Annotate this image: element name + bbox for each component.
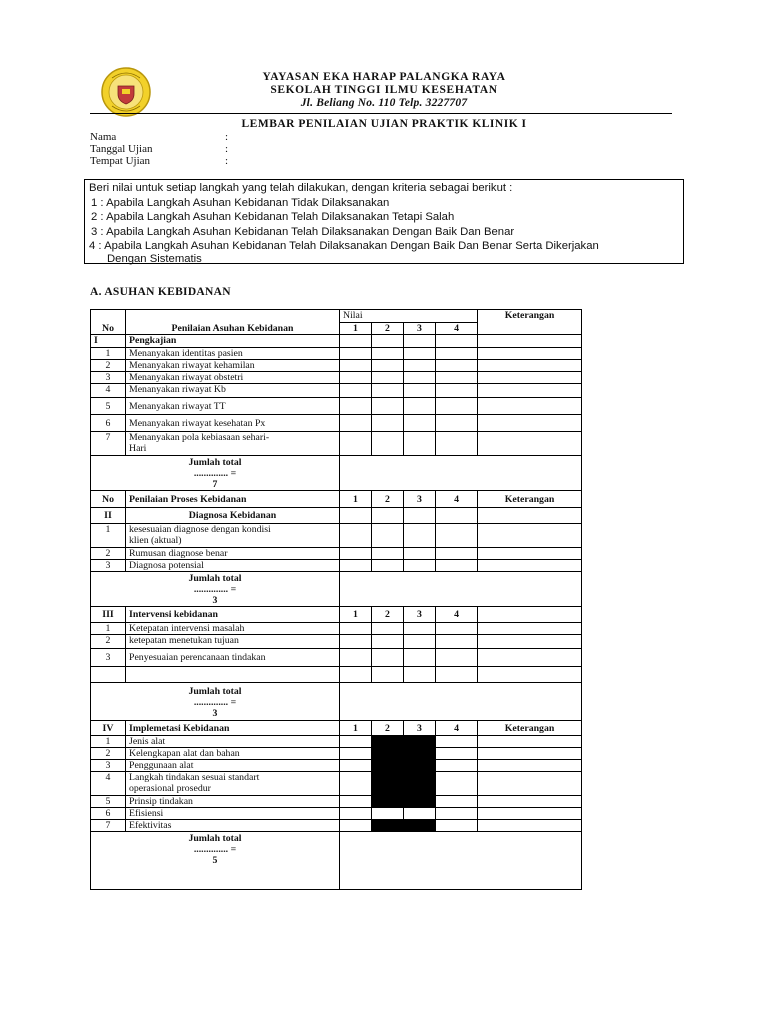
- score-cell[interactable]: [372, 524, 404, 548]
- row-number: 5: [91, 796, 126, 808]
- note-cell[interactable]: [478, 524, 582, 548]
- section-title: Diagnosa Kebidanan: [126, 508, 340, 524]
- score-header: 4: [436, 607, 478, 623]
- note-cell[interactable]: [478, 548, 582, 560]
- exam-date-label: Tanggal Ujian: [90, 143, 153, 155]
- row-number: 2: [91, 748, 126, 760]
- score-header: 1: [340, 491, 372, 508]
- score-cell[interactable]: [340, 760, 372, 772]
- no-header: No: [91, 491, 126, 508]
- score-cell[interactable]: [372, 667, 404, 683]
- score-cell[interactable]: [436, 415, 478, 432]
- score-header: 2: [372, 491, 404, 508]
- exam-date-field[interactable]: :: [225, 143, 229, 155]
- row-number: 3: [91, 372, 126, 384]
- note-cell[interactable]: [478, 820, 582, 832]
- assessment-item: Jenis alat: [126, 736, 340, 748]
- score-cell[interactable]: [340, 667, 372, 683]
- assessment-table: [90, 309, 582, 890]
- row-number: 3: [91, 560, 126, 572]
- criteria-item: Dengan Sistematis: [107, 252, 202, 265]
- score-header: 3: [404, 491, 436, 508]
- shaded-cell: [404, 796, 436, 808]
- score-cell[interactable]: [404, 635, 436, 649]
- note-cell[interactable]: [478, 360, 582, 372]
- score-cell[interactable]: [372, 635, 404, 649]
- page-title: LEMBAR PENILAIAN UJIAN PRAKTIK KLINIK I: [241, 118, 527, 130]
- score-header: 2: [372, 323, 404, 335]
- score-header: 3: [404, 721, 436, 736]
- score-cell[interactable]: [372, 560, 404, 572]
- foundation-name: YAYASAN EKA HARAP PALANGKA RAYA: [262, 71, 506, 83]
- row-number: 4: [91, 772, 126, 796]
- row-number: 3: [91, 649, 126, 667]
- note-cell[interactable]: [478, 623, 582, 635]
- score-cell[interactable]: [404, 384, 436, 398]
- section-number: I: [91, 335, 126, 348]
- score-cell[interactable]: [340, 524, 372, 548]
- score-cell[interactable]: [436, 649, 478, 667]
- score-cell[interactable]: [372, 415, 404, 432]
- total-cell: Jumlah total .............. = 3: [91, 683, 340, 721]
- score-cell[interactable]: [436, 384, 478, 398]
- score-cell[interactable]: [404, 560, 436, 572]
- assessment-item: Menanyakan riwayat TT: [126, 398, 340, 415]
- section-title: Intervensi kebidanan: [126, 607, 340, 623]
- score-header: 2: [372, 607, 404, 623]
- score-cell[interactable]: [340, 415, 372, 432]
- score-header: 1: [340, 721, 372, 736]
- score-cell[interactable]: [340, 796, 372, 808]
- note-cell[interactable]: [478, 667, 582, 683]
- assessment-item: Rumusan diagnose benar: [126, 548, 340, 560]
- assessment-item[interactable]: [126, 667, 340, 683]
- assessment-item: Menanyakan riwayat kesehatan Px: [126, 415, 340, 432]
- score-header: 1: [340, 323, 372, 335]
- score-cell[interactable]: [372, 372, 404, 384]
- note-cell[interactable]: [478, 398, 582, 415]
- score-cell[interactable]: [340, 748, 372, 760]
- total-cell: Jumlah total .............. = 7: [91, 456, 340, 491]
- score-cell[interactable]: [340, 548, 372, 560]
- score-cell[interactable]: [436, 372, 478, 384]
- score-cell[interactable]: [436, 772, 478, 796]
- note-cell[interactable]: [478, 372, 582, 384]
- total-cell: Jumlah total .............. = 5: [91, 832, 340, 890]
- total-cell: Jumlah total .............. = 3: [91, 572, 340, 607]
- row-number: 1: [91, 736, 126, 748]
- score-cell[interactable]: [340, 348, 372, 360]
- score-cell[interactable]: [404, 623, 436, 635]
- note-cell[interactable]: [478, 635, 582, 649]
- score-cell[interactable]: [404, 649, 436, 667]
- assessment-item: Kelengkapan alat dan bahan: [126, 748, 340, 760]
- score-cell[interactable]: [436, 736, 478, 748]
- assessment-header: Penilaian Asuhan Kebidanan: [126, 310, 340, 335]
- section-title: Pengkajian: [126, 335, 340, 348]
- assessment-item: ketepatan menetukan tujuan: [126, 635, 340, 649]
- score-cell[interactable]: [372, 384, 404, 398]
- score-header: 1: [340, 607, 372, 623]
- row-number: 5: [91, 398, 126, 415]
- score-cell[interactable]: [404, 415, 436, 432]
- score-cell[interactable]: [436, 432, 478, 456]
- row-number: 6: [91, 808, 126, 820]
- keterangan-header: Keterangan: [478, 491, 582, 508]
- score-cell[interactable]: [436, 348, 478, 360]
- row-number: 1: [91, 623, 126, 635]
- section-number: IV: [91, 721, 126, 736]
- shaded-cell: [372, 796, 404, 808]
- score-cell[interactable]: [340, 635, 372, 649]
- note-cell[interactable]: [478, 796, 582, 808]
- assessment-item: Efisiensi: [126, 808, 340, 820]
- score-cell[interactable]: [372, 360, 404, 372]
- score-cell[interactable]: [340, 360, 372, 372]
- header-divider: [90, 113, 672, 114]
- score-cell[interactable]: [404, 360, 436, 372]
- assessment-item: Langkah tindakan sesuai standart operasional prosedur: [126, 772, 340, 796]
- score-cell[interactable]: [340, 432, 372, 456]
- total-value-cell[interactable]: [340, 572, 582, 607]
- nilai-header: Nilai: [340, 310, 478, 323]
- shaded-cell: [404, 820, 436, 832]
- score-cell[interactable]: [340, 560, 372, 572]
- assessment-item: Penyesuaian perencanaan tindakan: [126, 649, 340, 667]
- total-value-cell[interactable]: [340, 456, 582, 491]
- keterangan-header: Keterangan: [478, 721, 582, 736]
- score-cell[interactable]: [340, 736, 372, 748]
- assessment-item: Menanyakan identitas pasien: [126, 348, 340, 360]
- row-number: 3: [91, 760, 126, 772]
- score-cell[interactable]: [404, 348, 436, 360]
- score-cell[interactable]: [372, 808, 404, 820]
- score-cell[interactable]: [404, 548, 436, 560]
- section-number: II: [91, 508, 126, 524]
- score-cell[interactable]: [404, 372, 436, 384]
- shaded-cell: [404, 736, 436, 748]
- score-cell[interactable]: [404, 432, 436, 456]
- note-cell[interactable]: [478, 808, 582, 820]
- score-cell[interactable]: [436, 748, 478, 760]
- process-header: Penilaian Proses Kebidanan: [126, 491, 340, 508]
- total-value-cell[interactable]: [340, 832, 582, 890]
- row-number: 7: [91, 820, 126, 832]
- shaded-cell: [372, 772, 404, 796]
- note-cell[interactable]: [478, 415, 582, 432]
- score-cell[interactable]: [340, 623, 372, 635]
- score-header: 4: [436, 721, 478, 736]
- score-cell[interactable]: [372, 548, 404, 560]
- section-number: III: [91, 607, 126, 623]
- score-cell[interactable]: [436, 524, 478, 548]
- assessment-item: Efektivitas: [126, 820, 340, 832]
- criteria-item: 2 : Apabila Langkah Asuhan Kebidanan Telah Dilaksanakan Tetapi Salah: [91, 211, 455, 223]
- note-cell[interactable]: [478, 748, 582, 760]
- assessment-item: Diagnosa potensial: [126, 560, 340, 572]
- note-cell[interactable]: [478, 736, 582, 748]
- keterangan-header: Keterangan: [478, 310, 582, 335]
- score-cell[interactable]: [372, 432, 404, 456]
- score-header: 3: [404, 607, 436, 623]
- score-cell[interactable]: [404, 398, 436, 415]
- score-cell[interactable]: [436, 623, 478, 635]
- score-header: 2: [372, 721, 404, 736]
- score-cell[interactable]: [340, 820, 372, 832]
- score-cell[interactable]: [436, 360, 478, 372]
- name-field[interactable]: :: [225, 131, 229, 143]
- shaded-cell: [404, 760, 436, 772]
- assessment-item: Menanyakan riwayat Kb: [126, 384, 340, 398]
- row-number: 2: [91, 360, 126, 372]
- criteria-item: 3 : Apabila Langkah Asuhan Kebidanan Telah Dilaksanakan Dengan Baik Dan Benar: [91, 225, 515, 238]
- note-cell[interactable]: [478, 772, 582, 796]
- score-cell[interactable]: [436, 760, 478, 772]
- score-cell[interactable]: [436, 560, 478, 572]
- score-cell[interactable]: [404, 667, 436, 683]
- shaded-cell: [372, 820, 404, 832]
- score-cell[interactable]: [372, 623, 404, 635]
- assessment-item: Menanyakan riwayat obstetri: [126, 372, 340, 384]
- score-cell[interactable]: [340, 808, 372, 820]
- total-value-cell[interactable]: [340, 683, 582, 721]
- school-name: SEKOLAH TINGGI ILMU KESEHATAN: [270, 84, 498, 96]
- note-cell[interactable]: [478, 560, 582, 572]
- assessment-item: Penggunaan alat: [126, 760, 340, 772]
- school-address: Jl. Beliang No. 110 Telp. 3227707: [300, 97, 468, 109]
- score-cell[interactable]: [372, 649, 404, 667]
- score-cell[interactable]: [436, 398, 478, 415]
- note-cell[interactable]: [478, 649, 582, 667]
- score-cell[interactable]: [436, 548, 478, 560]
- score-cell[interactable]: [436, 667, 478, 683]
- score-cell[interactable]: [340, 384, 372, 398]
- row-number: 7: [91, 432, 126, 456]
- row-number: 2: [91, 548, 126, 560]
- row-number: 4: [91, 384, 126, 398]
- score-cell[interactable]: [340, 398, 372, 415]
- section-heading: A. ASUHAN KEBIDANAN: [90, 286, 231, 298]
- note-cell[interactable]: [478, 760, 582, 772]
- score-cell[interactable]: [340, 649, 372, 667]
- score-cell[interactable]: [372, 348, 404, 360]
- assessment-item: Menanyakan riwayat kehamilan: [126, 360, 340, 372]
- score-header: 4: [436, 491, 478, 508]
- score-cell[interactable]: [436, 820, 478, 832]
- shaded-cell: [404, 772, 436, 796]
- note-cell[interactable]: [478, 384, 582, 398]
- score-cell[interactable]: [340, 372, 372, 384]
- shaded-cell: [404, 748, 436, 760]
- shaded-cell: [372, 760, 404, 772]
- name-label: Nama: [90, 131, 117, 143]
- score-cell[interactable]: [404, 808, 436, 820]
- exam-place-field[interactable]: :: [225, 155, 229, 167]
- criteria-intro: Beri nilai untuk setiap langkah yang telah dilakukan, dengan kriteria sebagai berikut :: [89, 182, 513, 194]
- assessment-item: Ketepatan intervensi masalah: [126, 623, 340, 635]
- assessment-item: Prinsip tindakan: [126, 796, 340, 808]
- school-crest-logo: [100, 66, 152, 118]
- score-header: 4: [436, 323, 478, 335]
- note-cell[interactable]: [478, 348, 582, 360]
- row-number: 1: [91, 348, 126, 360]
- score-cell[interactable]: [436, 808, 478, 820]
- row-number: 1: [91, 524, 126, 548]
- criteria-box: [84, 179, 684, 264]
- score-cell[interactable]: [436, 635, 478, 649]
- score-cell[interactable]: [340, 772, 372, 796]
- assessment-item: kesesuaian diagnose dengan kondisi klien (aktual): [126, 524, 340, 548]
- score-cell[interactable]: [436, 796, 478, 808]
- exam-place-label: Tempat Ujian: [90, 155, 151, 167]
- score-cell[interactable]: [372, 398, 404, 415]
- note-cell[interactable]: [478, 432, 582, 456]
- assessment-item: Menanyakan pola kebiasaan sehari- Hari: [126, 432, 340, 456]
- shaded-cell: [372, 748, 404, 760]
- row-number: [91, 667, 126, 683]
- no-header: No: [91, 310, 126, 335]
- criteria-item: 1 : Apabila Langkah Asuhan Kebidanan Tidak Dilaksanakan: [91, 196, 390, 209]
- score-header: 3: [404, 323, 436, 335]
- row-number: 2: [91, 635, 126, 649]
- shaded-cell: [372, 736, 404, 748]
- row-number: 6: [91, 415, 126, 432]
- criteria-item: 4 : Apabila Langkah Asuhan Kebidanan Telah Dilaksanakan Dengan Baik Dan Benar Serta Dikerjakan: [89, 240, 599, 252]
- section-title: Implemetasi Kebidanan: [126, 721, 340, 736]
- score-cell[interactable]: [404, 524, 436, 548]
